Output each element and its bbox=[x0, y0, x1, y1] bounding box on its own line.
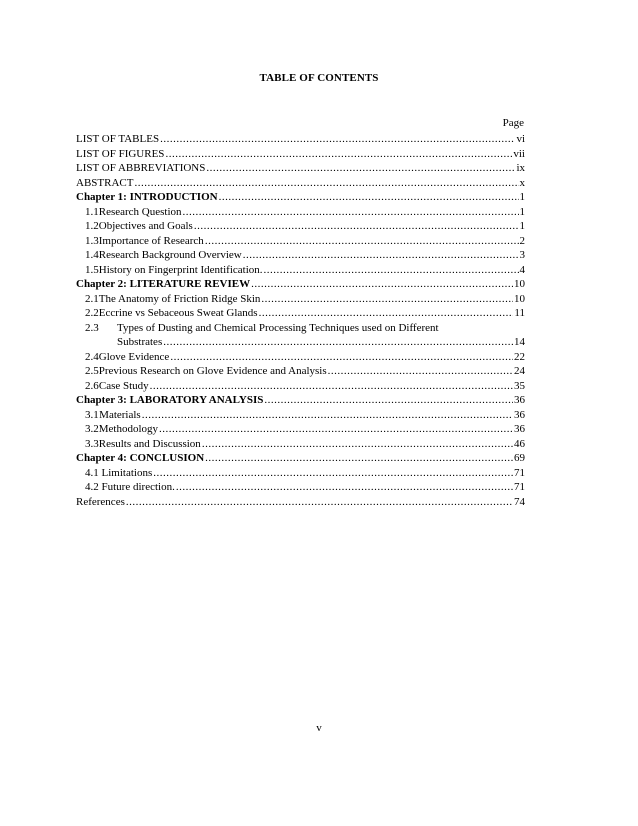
section-label: 4.2 Future direction. bbox=[85, 481, 175, 493]
toc-entry-page: 2 bbox=[519, 234, 525, 247]
dot-leader bbox=[163, 335, 513, 350]
dot-leader bbox=[219, 190, 519, 205]
toc-section-4-1[interactable] bbox=[76, 466, 525, 481]
table-of-contents bbox=[76, 132, 525, 509]
section-label: Materials bbox=[99, 408, 141, 421]
toc-entry-page: 69 bbox=[514, 452, 525, 464]
section-number: 1.5 bbox=[85, 263, 99, 276]
toc-section-3-1[interactable] bbox=[76, 408, 525, 423]
toc-entry-page: 71 bbox=[514, 481, 525, 493]
toc-entry-page: 74 bbox=[514, 495, 525, 508]
section-number: 2.5 bbox=[85, 365, 99, 377]
toc-entry-page: x bbox=[519, 176, 525, 189]
section-label: Case Study bbox=[98, 379, 149, 392]
toc-entry-label: LIST OF ABBREVIATIONS bbox=[76, 162, 206, 174]
section-number: 2.2 bbox=[85, 307, 99, 319]
toc-entry-page: 36 bbox=[514, 408, 525, 421]
dot-leader bbox=[205, 234, 519, 249]
dot-leader bbox=[159, 422, 513, 437]
section-label-continued: Substrates bbox=[117, 336, 163, 348]
toc-section-4-2[interactable] bbox=[76, 480, 525, 495]
section-number: 2.4 bbox=[85, 350, 99, 363]
toc-entry-list-of-tables[interactable] bbox=[76, 132, 525, 147]
toc-entry-label: LIST OF TABLES bbox=[76, 133, 160, 145]
toc-entry-abstract[interactable] bbox=[76, 176, 525, 191]
dot-leader bbox=[165, 147, 512, 162]
toc-chapter-label: Chapter 4: CONCLUSION bbox=[76, 452, 205, 464]
toc-entry-page: 3 bbox=[519, 249, 525, 261]
dot-leader bbox=[264, 263, 519, 278]
dot-leader bbox=[170, 350, 513, 365]
toc-section-2-3-continued[interactable] bbox=[76, 335, 525, 350]
dot-leader bbox=[134, 176, 518, 191]
toc-entry-list-of-abbreviations[interactable] bbox=[76, 161, 525, 176]
section-label: Research Background Overview bbox=[98, 249, 242, 261]
toc-section-1-2[interactable] bbox=[76, 219, 525, 234]
toc-section-1-3[interactable] bbox=[76, 234, 525, 249]
toc-entry-page: 1 bbox=[519, 191, 525, 203]
dot-leader bbox=[251, 277, 513, 292]
toc-entry-page: 46 bbox=[514, 437, 525, 450]
toc-section-3-3[interactable] bbox=[76, 437, 525, 452]
page-column-header: Page bbox=[502, 117, 524, 129]
toc-entry-label: References bbox=[76, 495, 125, 508]
section-number: 1.4 bbox=[85, 249, 99, 261]
toc-entry-page: vi bbox=[516, 133, 525, 145]
section-number: 1.2 bbox=[85, 220, 99, 232]
toc-entry-page: 71 bbox=[514, 466, 525, 479]
toc-section-3-2[interactable] bbox=[76, 422, 525, 437]
toc-chapter-4[interactable] bbox=[76, 451, 525, 466]
section-label: Eccrine vs Sebaceous Sweat Glands bbox=[98, 307, 258, 319]
section-number: 2.6 bbox=[85, 379, 99, 392]
section-number: 1.3 bbox=[85, 234, 99, 247]
toc-entry-list-of-figures[interactable] bbox=[76, 147, 525, 162]
section-number: 3.1 bbox=[85, 408, 99, 421]
toc-entry-page: 14 bbox=[514, 336, 525, 348]
toc-entry-references[interactable] bbox=[76, 495, 525, 510]
toc-section-1-5[interactable] bbox=[76, 263, 525, 278]
section-label: Importance of Research bbox=[98, 234, 204, 247]
toc-entry-page: 11 bbox=[514, 307, 525, 319]
toc-section-2-1[interactable] bbox=[76, 292, 525, 307]
toc-entry-page: vii bbox=[513, 147, 525, 160]
section-label: Glove Evidence bbox=[98, 350, 170, 363]
dot-leader bbox=[183, 205, 519, 220]
toc-section-2-6[interactable] bbox=[76, 379, 525, 394]
toc-chapter-label: Chapter 1: INTRODUCTION bbox=[76, 191, 218, 203]
dot-leader bbox=[205, 451, 513, 466]
dot-leader bbox=[194, 219, 519, 234]
toc-entry-label: ABSTRACT bbox=[76, 176, 134, 189]
dot-leader bbox=[202, 437, 513, 452]
dot-leader bbox=[328, 364, 513, 379]
section-number: 2.3 bbox=[85, 321, 99, 334]
toc-chapter-1[interactable] bbox=[76, 190, 525, 205]
section-label: Objectives and Goals bbox=[98, 220, 193, 232]
toc-entry-page: 24 bbox=[514, 365, 525, 377]
toc-chapter-label: Chapter 3: LABORATORY ANALYSIS bbox=[76, 394, 264, 406]
dot-leader bbox=[176, 480, 513, 495]
toc-section-2-4[interactable] bbox=[76, 350, 525, 365]
section-label: Types of Dusting and Chemical Processing Techniques used on Different bbox=[117, 321, 439, 334]
dot-leader bbox=[142, 408, 513, 423]
page-number-footer: v bbox=[316, 722, 322, 734]
page-title: TABLE OF CONTENTS bbox=[259, 72, 379, 84]
section-label: The Anatomy of Friction Ridge Skin bbox=[98, 292, 261, 305]
toc-section-1-1[interactable] bbox=[76, 205, 525, 220]
section-number: 1.1 bbox=[85, 205, 99, 218]
toc-section-2-2[interactable] bbox=[76, 306, 525, 321]
toc-entry-page: ix bbox=[516, 162, 525, 174]
section-label: Research Question bbox=[98, 205, 182, 218]
section-label: Previous Research on Glove Evidence and Analysis bbox=[98, 365, 327, 377]
toc-chapter-3[interactable] bbox=[76, 393, 525, 408]
toc-entry-label: LIST OF FIGURES bbox=[76, 147, 165, 160]
section-label: History on Fingerprint Identification. bbox=[98, 263, 263, 276]
toc-entry-page: 10 bbox=[514, 292, 525, 305]
dot-leader bbox=[160, 132, 515, 147]
dot-leader bbox=[243, 248, 519, 263]
dot-leader bbox=[264, 393, 513, 408]
toc-entry-page: 1 bbox=[519, 205, 525, 218]
toc-section-2-3[interactable] bbox=[76, 321, 525, 336]
toc-section-2-5[interactable] bbox=[76, 364, 525, 379]
toc-chapter-label: Chapter 2: LITERATURE REVIEW bbox=[76, 278, 251, 290]
toc-entry-page: 22 bbox=[514, 350, 525, 363]
toc-entry-page: 4 bbox=[519, 263, 525, 276]
toc-entry-page: 36 bbox=[514, 423, 525, 435]
toc-entry-page: 1 bbox=[519, 220, 525, 232]
section-label: Methodology bbox=[98, 423, 159, 435]
toc-entry-page: 35 bbox=[514, 379, 525, 392]
toc-chapter-2[interactable] bbox=[76, 277, 525, 292]
dot-leader bbox=[150, 379, 513, 394]
section-number: 3.2 bbox=[85, 423, 99, 435]
dot-leader bbox=[126, 495, 513, 510]
dot-leader bbox=[153, 466, 513, 481]
toc-section-1-4[interactable] bbox=[76, 248, 525, 263]
dot-leader bbox=[259, 306, 514, 321]
toc-entry-page: 10 bbox=[514, 278, 525, 290]
section-label: 4.1 Limitations bbox=[85, 466, 153, 479]
section-number: 2.1 bbox=[85, 292, 99, 305]
dot-leader bbox=[261, 292, 513, 307]
dot-leader bbox=[206, 161, 515, 176]
section-label: Results and Discussion bbox=[98, 437, 201, 450]
section-number: 3.3 bbox=[85, 437, 99, 450]
toc-entry-page: 36 bbox=[514, 394, 525, 406]
